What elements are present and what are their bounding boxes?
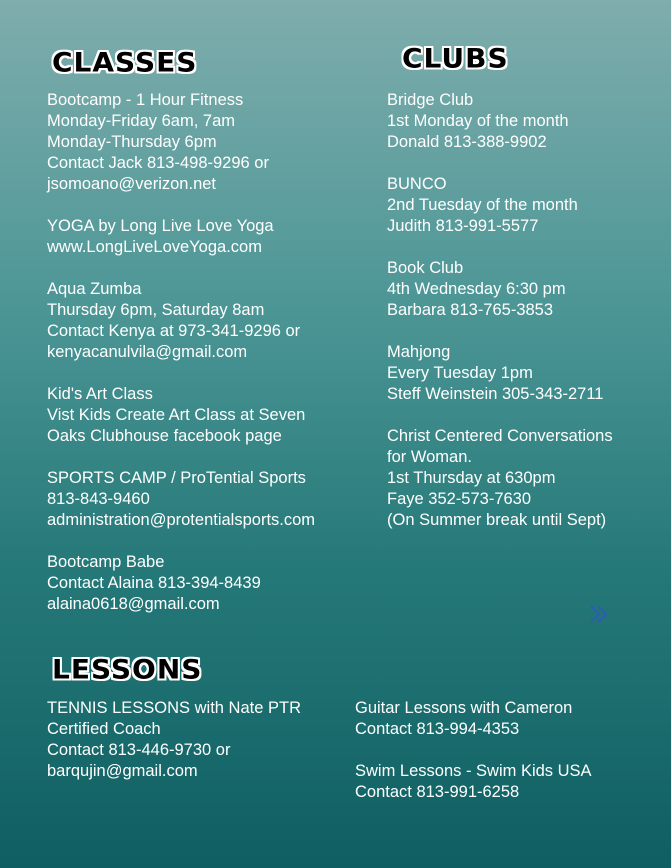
listing-block [47,552,315,615]
listing-line: Faye 352-573-7630 [387,490,532,508]
listing-line: Barbara 813-765-3853 [387,301,554,319]
listing-line: Monday-Friday 6am, 7am [47,112,235,130]
listing-line: SPORTS CAMP / ProTential Sports [47,469,306,487]
listing-block [355,761,592,803]
listing-block [387,426,613,531]
chevron-stroke-1 [591,606,599,622]
listing-line: Contact 813-991-6258 [355,783,520,801]
listing-line: Every Tuesday 1pm [387,364,533,382]
classes-heading: CLASSES [52,46,198,79]
listing-line: Aqua Zumba [47,280,142,298]
listing-block [47,468,315,531]
listing-line: administration@protentialsports.com [47,511,316,529]
listing-block [387,174,613,237]
listing-block [47,279,315,363]
listing-line: Donald 813-388-9902 [387,133,547,151]
listing-line: barqujin@gmail.com [47,762,198,780]
listing-line: kenyacanulvila@gmail.com [47,343,248,361]
listing-line: Guitar Lessons with Cameron [355,699,573,717]
clubs-heading: CLUBS [402,42,509,75]
listing-block [47,384,315,447]
listing-line: Judith 813-991-5577 [387,217,539,235]
listing-block [387,90,613,153]
lessons-heading: LESSONS [52,653,203,686]
listing-line: Thursday 6pm, Saturday 8am [47,301,265,319]
listing-line: jsomoano@verizon.net [47,175,217,193]
listing-line: alaina0618@gmail.com [47,595,220,613]
listing-line: 1st Monday of the month [387,112,569,130]
listing-line: www.LongLiveLoveYoga.com [47,238,262,256]
listing-line: TENNIS LESSONS with Nate PTR [47,699,301,717]
listing-line: Steff Weinstein 305-343-2711 [387,385,604,403]
listing-line: Contact 813-994-4353 [355,720,520,738]
listing-line: Monday-Thursday 6pm [47,133,217,151]
listing-line: 813-843-9460 [47,490,150,508]
listing-line: Contact Kenya at 973-341-9296 or [47,322,301,340]
listing-line: Bootcamp Babe [47,553,165,571]
listing-line: Contact Alaina 813-394-8439 [47,574,261,592]
classes-column [47,90,315,636]
listing-block [47,90,315,195]
listing-block [355,698,592,740]
listing-line: Contact 813-446-9730 or [47,741,231,759]
listing-line: for Woman. [387,448,472,466]
listing-line: 4th Wednesday 6:30 pm [387,280,566,298]
listing-line: Kid's Art Class [47,385,153,403]
double-chevron-right-icon[interactable] [587,602,611,626]
listing-block [387,342,613,405]
listing-line: YOGA by Long Live Love Yoga [47,217,274,235]
listing-line: Bootcamp - 1 Hour Fitness [47,91,244,109]
listing-line: Bridge Club [387,91,474,109]
listing-line: Mahjong [387,343,451,361]
listing-line: Christ Centered Conversations [387,427,613,445]
listing-line: 1st Thursday at 630pm [387,469,556,487]
listing-line: BUNCO [387,175,447,193]
listing-line: Oaks Clubhouse facebook page [47,427,282,445]
listing-line: (On Summer break until Sept) [387,511,607,529]
lessons-right-column [355,698,592,824]
listing-line: Certified Coach [47,720,161,738]
listing-block [387,258,613,321]
listing-line: Contact Jack 813-498-9296 or [47,154,269,172]
clubs-column [387,90,613,552]
listing-block [47,698,301,782]
listing-line: Vist Kids Create Art Class at Seven [47,406,306,424]
listing-line: 2nd Tuesday of the month [387,196,578,214]
listing-block [47,216,315,258]
listing-line: Book Club [387,259,464,277]
lessons-left-column [47,698,301,803]
listing-line: Swim Lessons - Swim Kids USA [355,762,592,780]
